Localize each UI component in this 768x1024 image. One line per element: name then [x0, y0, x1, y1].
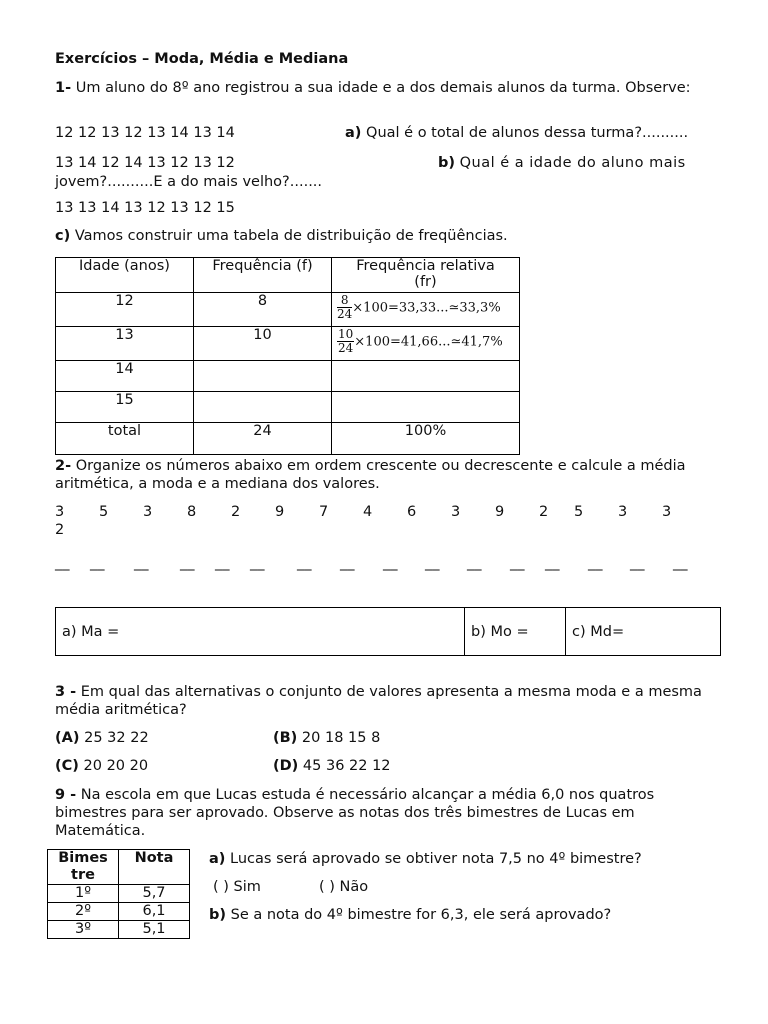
table-row [56, 361, 520, 392]
q2-value: 3 [451, 504, 461, 520]
q1-row2-values: 13 14 12 14 13 12 13 12 [55, 155, 235, 171]
answer-blank[interactable]: __ [250, 555, 265, 571]
q3-option-a[interactable]: (A) 25 32 22 [55, 730, 149, 746]
q2-value: 9 [275, 504, 285, 520]
q9-text: Na escola em que Lucas estuda é necessário alcançar a média 6,0 nos quatros bimestres para ser aprovado. Observe as notas dos três bimestres de Lucas em Matemática. [55, 787, 655, 839]
col-header-bimestre: Bimes tre [48, 850, 119, 885]
answer-blank[interactable]: __ [180, 555, 195, 571]
cell-freq-blank [194, 361, 332, 392]
q3-number: 3 - [55, 684, 77, 700]
cell-idade: 15 [56, 392, 194, 423]
cell-bimestre: 1º [48, 885, 119, 903]
cell-fr-blank [332, 361, 520, 392]
q1-b-question-part2: jovem?..........E a do mais velho?....... [55, 174, 323, 190]
q2-value: 6 [407, 504, 417, 520]
answer-blank[interactable]: __ [467, 555, 482, 571]
table-row [48, 903, 190, 921]
answer-blank[interactable]: __ [297, 555, 312, 571]
answer-blank[interactable]: __ [340, 555, 355, 571]
grades-table [47, 849, 190, 939]
cell-bimestre: 3º [48, 921, 119, 939]
table-row [56, 293, 520, 327]
q1-number: 1- [55, 80, 72, 96]
answer-blank[interactable]: __ [383, 555, 398, 571]
cell-total-label: total [56, 423, 194, 455]
table-row [48, 921, 190, 939]
worksheet-title: Exercícios – Moda, Média e Mediana [55, 51, 349, 67]
answer-blank[interactable]: __ [545, 555, 560, 571]
answer-blank[interactable]: __ [673, 555, 688, 571]
q2-value: 8 [187, 504, 197, 520]
col-header-frequencia: Frequência (f) [194, 258, 332, 293]
col-header-idade: Idade (anos) [56, 258, 194, 293]
cell-freq: 10 [194, 327, 332, 361]
col-header-nota: Nota [119, 850, 190, 885]
answer-blank[interactable]: __ [630, 555, 645, 571]
table-row [48, 885, 190, 903]
q1-b-question-part1: b) Qual é a idade do aluno mais [438, 155, 686, 171]
cell-freq-blank [194, 392, 332, 423]
q2-value: 5 [574, 504, 584, 520]
cell-fr: $\frac{8}{24}$ ×100=33,33...≃33,3% [332, 293, 520, 327]
q2-value: 3 [662, 504, 672, 520]
q2-value: 2 [231, 504, 241, 520]
cell-total-fr: 100% [332, 423, 520, 455]
answer-blank[interactable]: __ [134, 555, 149, 571]
q9-option-sim[interactable]: ( ) Sim [213, 879, 261, 895]
q2-value: 5 [99, 504, 109, 520]
cell-fr-blank [332, 392, 520, 423]
q3-option-b[interactable]: (B) 20 18 15 8 [273, 730, 381, 746]
answer-md[interactable]: c) Md= [566, 608, 721, 656]
cell-total-freq: 24 [194, 423, 332, 455]
cell-fr: $\frac{10}{24}$ ×100=41,66...≃41,7% [332, 327, 520, 361]
q1-c-question: c) Vamos construir uma tabela de distribuição de freqüências. [55, 228, 508, 244]
q9-option-nao[interactable]: ( ) Não [319, 879, 369, 895]
answer-blank[interactable]: __ [90, 555, 105, 571]
q1-statement [55, 79, 712, 97]
cell-nota: 5,1 [119, 921, 190, 939]
q9-b-question: b) Se a nota do 4º bimestre for 6,3, ele será aprovado? [209, 907, 612, 923]
cell-freq: 8 [194, 293, 332, 327]
table-row [56, 392, 520, 423]
q2-value: 3 [143, 504, 153, 520]
q1-a-question: a) Qual é o total de alunos dessa turma?.......... [345, 125, 689, 141]
q2-value: 2 [539, 504, 549, 520]
q9-number: 9 - [55, 787, 77, 803]
q2-value: 3 [55, 504, 65, 520]
cell-idade: 12 [56, 293, 194, 327]
q3-text: Em qual das alternativas o conjunto de valores apresenta a mesma moda e a mesma média aritmética? [55, 684, 702, 718]
table-total-row [56, 423, 520, 455]
table-row [56, 327, 520, 361]
cell-nota: 5,7 [119, 885, 190, 903]
q1-text: Um aluno do 8º ano registrou a sua idade e a dos demais alunos da turma. Observe: [75, 80, 691, 96]
frequency-table [55, 257, 520, 455]
q2-value: 9 [495, 504, 505, 520]
q2-value: 4 [363, 504, 373, 520]
q2-value: 3 [618, 504, 628, 520]
cell-idade: 13 [56, 327, 194, 361]
answer-blank[interactable]: __ [510, 555, 525, 571]
q9-a-question: a) Lucas será aprovado se obtiver nota 7,5 no 4º bimestre? [209, 851, 642, 867]
cell-nota: 6,1 [119, 903, 190, 921]
q2-answer-table [55, 607, 721, 656]
answer-blank[interactable]: __ [425, 555, 440, 571]
q9-statement [55, 786, 712, 840]
answer-mo[interactable]: b) Mo = [465, 608, 566, 656]
answer-blank[interactable]: __ [55, 555, 70, 571]
answer-blank[interactable]: __ [215, 555, 230, 571]
q2-number: 2- [55, 458, 72, 474]
q1-row1-values: 12 12 13 12 13 14 13 14 [55, 125, 235, 141]
col-header-frequencia-relativa: Frequência relativa (fr) [332, 258, 520, 293]
q2-text: Organize os números abaixo em ordem crescente ou decrescente e calcule a média aritmética, a moda e a mediana dos valores. [55, 458, 686, 492]
q2-value: 2 [55, 522, 65, 538]
q3-option-c[interactable]: (C) 20 20 20 [55, 758, 149, 774]
q3-statement [55, 683, 712, 719]
answer-blank[interactable]: __ [588, 555, 603, 571]
cell-idade: 14 [56, 361, 194, 392]
q2-statement [55, 457, 712, 493]
q3-option-d[interactable]: (D) 45 36 22 12 [273, 758, 391, 774]
q1-row3-values: 13 13 14 13 12 13 12 15 [55, 200, 235, 216]
q2-value: 7 [319, 504, 329, 520]
answer-ma[interactable]: a) Ma = [56, 608, 465, 656]
cell-bimestre: 2º [48, 903, 119, 921]
